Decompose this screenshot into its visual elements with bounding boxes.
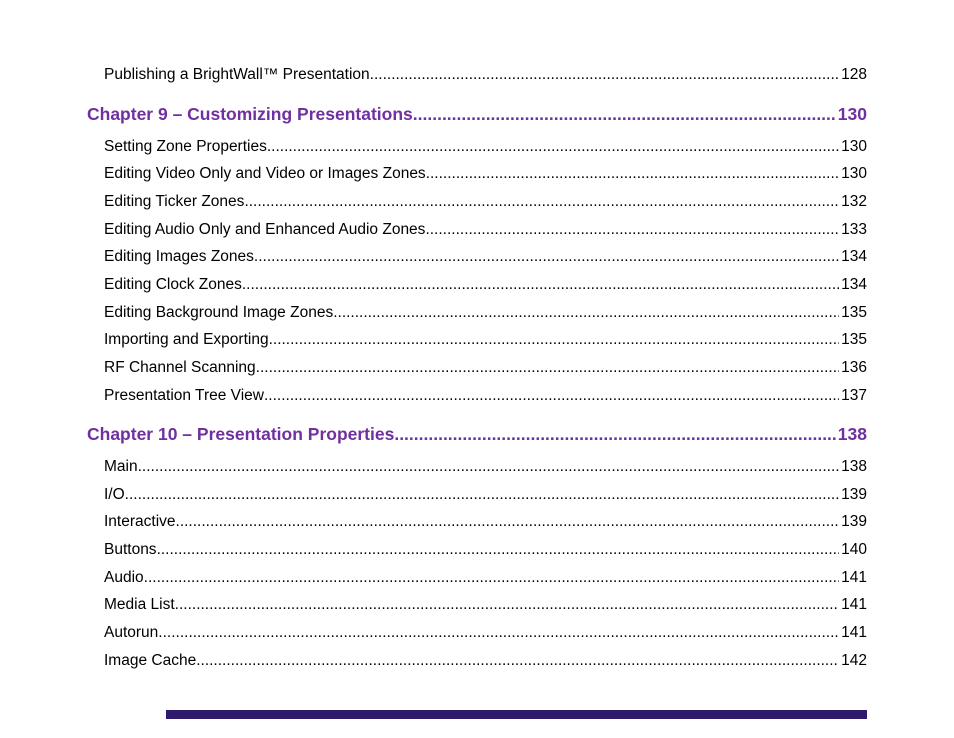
toc-entry-title: Editing Images Zones — [104, 248, 254, 265]
toc-entry-title: RF Channel Scanning — [104, 359, 256, 376]
dot-leader — [370, 65, 839, 85]
toc-entry[interactable] — [104, 512, 867, 532]
dot-leader — [158, 623, 839, 643]
toc-entry[interactable] — [104, 651, 867, 671]
toc-entry[interactable] — [104, 330, 867, 350]
toc-entry-page: 136 — [841, 359, 867, 376]
toc-entry[interactable] — [104, 164, 867, 184]
toc-entry-title: Editing Background Image Zones — [104, 304, 334, 321]
toc-entry-title: Interactive — [104, 513, 176, 530]
toc-entry-page: 140 — [841, 541, 867, 558]
toc-entry-page: 141 — [841, 596, 867, 613]
toc-entry-page: 134 — [841, 248, 867, 265]
dot-leader — [426, 164, 839, 184]
toc-entry-title: Buttons — [104, 541, 157, 558]
toc-entry-title: I/O — [104, 486, 125, 503]
dot-leader — [394, 422, 835, 446]
dot-leader — [196, 651, 839, 671]
toc-entry-page: 141 — [841, 569, 867, 586]
dot-leader — [244, 192, 839, 212]
toc-entry-title: Presentation Tree View — [104, 387, 264, 404]
toc-entry[interactable] — [104, 595, 867, 615]
dot-leader — [176, 512, 840, 532]
toc-entry-title: Editing Video Only and Video or Images Zones — [104, 165, 426, 182]
toc-entry[interactable] — [104, 623, 867, 643]
dot-leader — [175, 595, 839, 615]
toc-entry-page: 133 — [841, 221, 867, 238]
toc-entry[interactable] — [104, 220, 867, 240]
toc-entry-title: Audio — [104, 569, 144, 586]
toc-entry-title: Publishing a BrightWall™ Presentation — [104, 66, 370, 83]
toc-entry-page: 130 — [841, 138, 867, 155]
dot-leader — [254, 247, 839, 267]
dot-leader — [125, 485, 839, 505]
toc-entry-page: 138 — [841, 458, 867, 475]
toc-entry-title: Editing Ticker Zones — [104, 193, 245, 210]
toc-entry-page: 139 — [841, 513, 867, 530]
toc-entry[interactable] — [104, 137, 867, 157]
toc-entry[interactable] — [104, 192, 867, 212]
dot-leader — [425, 220, 839, 240]
toc-entry[interactable] — [104, 247, 867, 267]
toc-entry[interactable] — [104, 485, 867, 505]
toc-entry-page: 135 — [841, 304, 867, 321]
footer-bar — [166, 710, 867, 719]
dot-leader — [144, 568, 839, 588]
toc-entry-page: 132 — [841, 193, 867, 210]
toc-entry[interactable] — [104, 358, 867, 378]
toc-entry[interactable] — [104, 275, 867, 295]
toc-entry-title: Editing Clock Zones — [104, 276, 242, 293]
toc-entry-page: 130 — [841, 165, 867, 182]
toc-entry-title: Image Cache — [104, 652, 197, 669]
dot-leader — [157, 540, 840, 560]
toc-entry[interactable] — [104, 386, 867, 406]
toc-entry[interactable] — [104, 65, 867, 85]
dot-leader — [264, 386, 839, 406]
toc-entry[interactable] — [104, 568, 867, 588]
chapter-page: 130 — [837, 104, 867, 124]
toc-entry[interactable] — [104, 457, 867, 477]
dot-leader — [269, 330, 840, 350]
toc-entry-title: Importing and Exporting — [104, 331, 269, 348]
toc-entry-page: 137 — [841, 387, 867, 404]
toc-entry-page: 134 — [841, 276, 867, 293]
toc-entry-page: 142 — [841, 652, 867, 669]
toc-entry-title: Media List — [104, 596, 175, 613]
toc-entry[interactable] — [104, 303, 867, 323]
toc-entry[interactable] — [104, 540, 867, 560]
toc-entry-title: Main — [104, 458, 138, 475]
toc-entry-title: Editing Audio Only and Enhanced Audio Zones — [104, 221, 426, 238]
chapter-title: Chapter 10 – Presentation Properties — [87, 424, 395, 444]
toc-chapter-heading[interactable] — [87, 102, 867, 126]
toc-entry-page: 141 — [841, 624, 867, 641]
toc-entry-page: 139 — [841, 486, 867, 503]
toc-entry-page: 128 — [841, 66, 867, 83]
dot-leader — [256, 358, 839, 378]
toc-chapter-heading[interactable] — [87, 422, 867, 446]
toc-entry-title: Setting Zone Properties — [104, 138, 267, 155]
dot-leader — [267, 137, 839, 157]
toc-entry-title: Autorun — [104, 624, 159, 641]
dot-leader — [413, 102, 836, 126]
chapter-title: Chapter 9 – Customizing Presentations — [87, 104, 413, 124]
dot-leader — [242, 275, 839, 295]
toc-entry-page: 135 — [841, 331, 867, 348]
dot-leader — [333, 303, 839, 323]
dot-leader — [138, 457, 840, 477]
chapter-page: 138 — [837, 424, 867, 444]
